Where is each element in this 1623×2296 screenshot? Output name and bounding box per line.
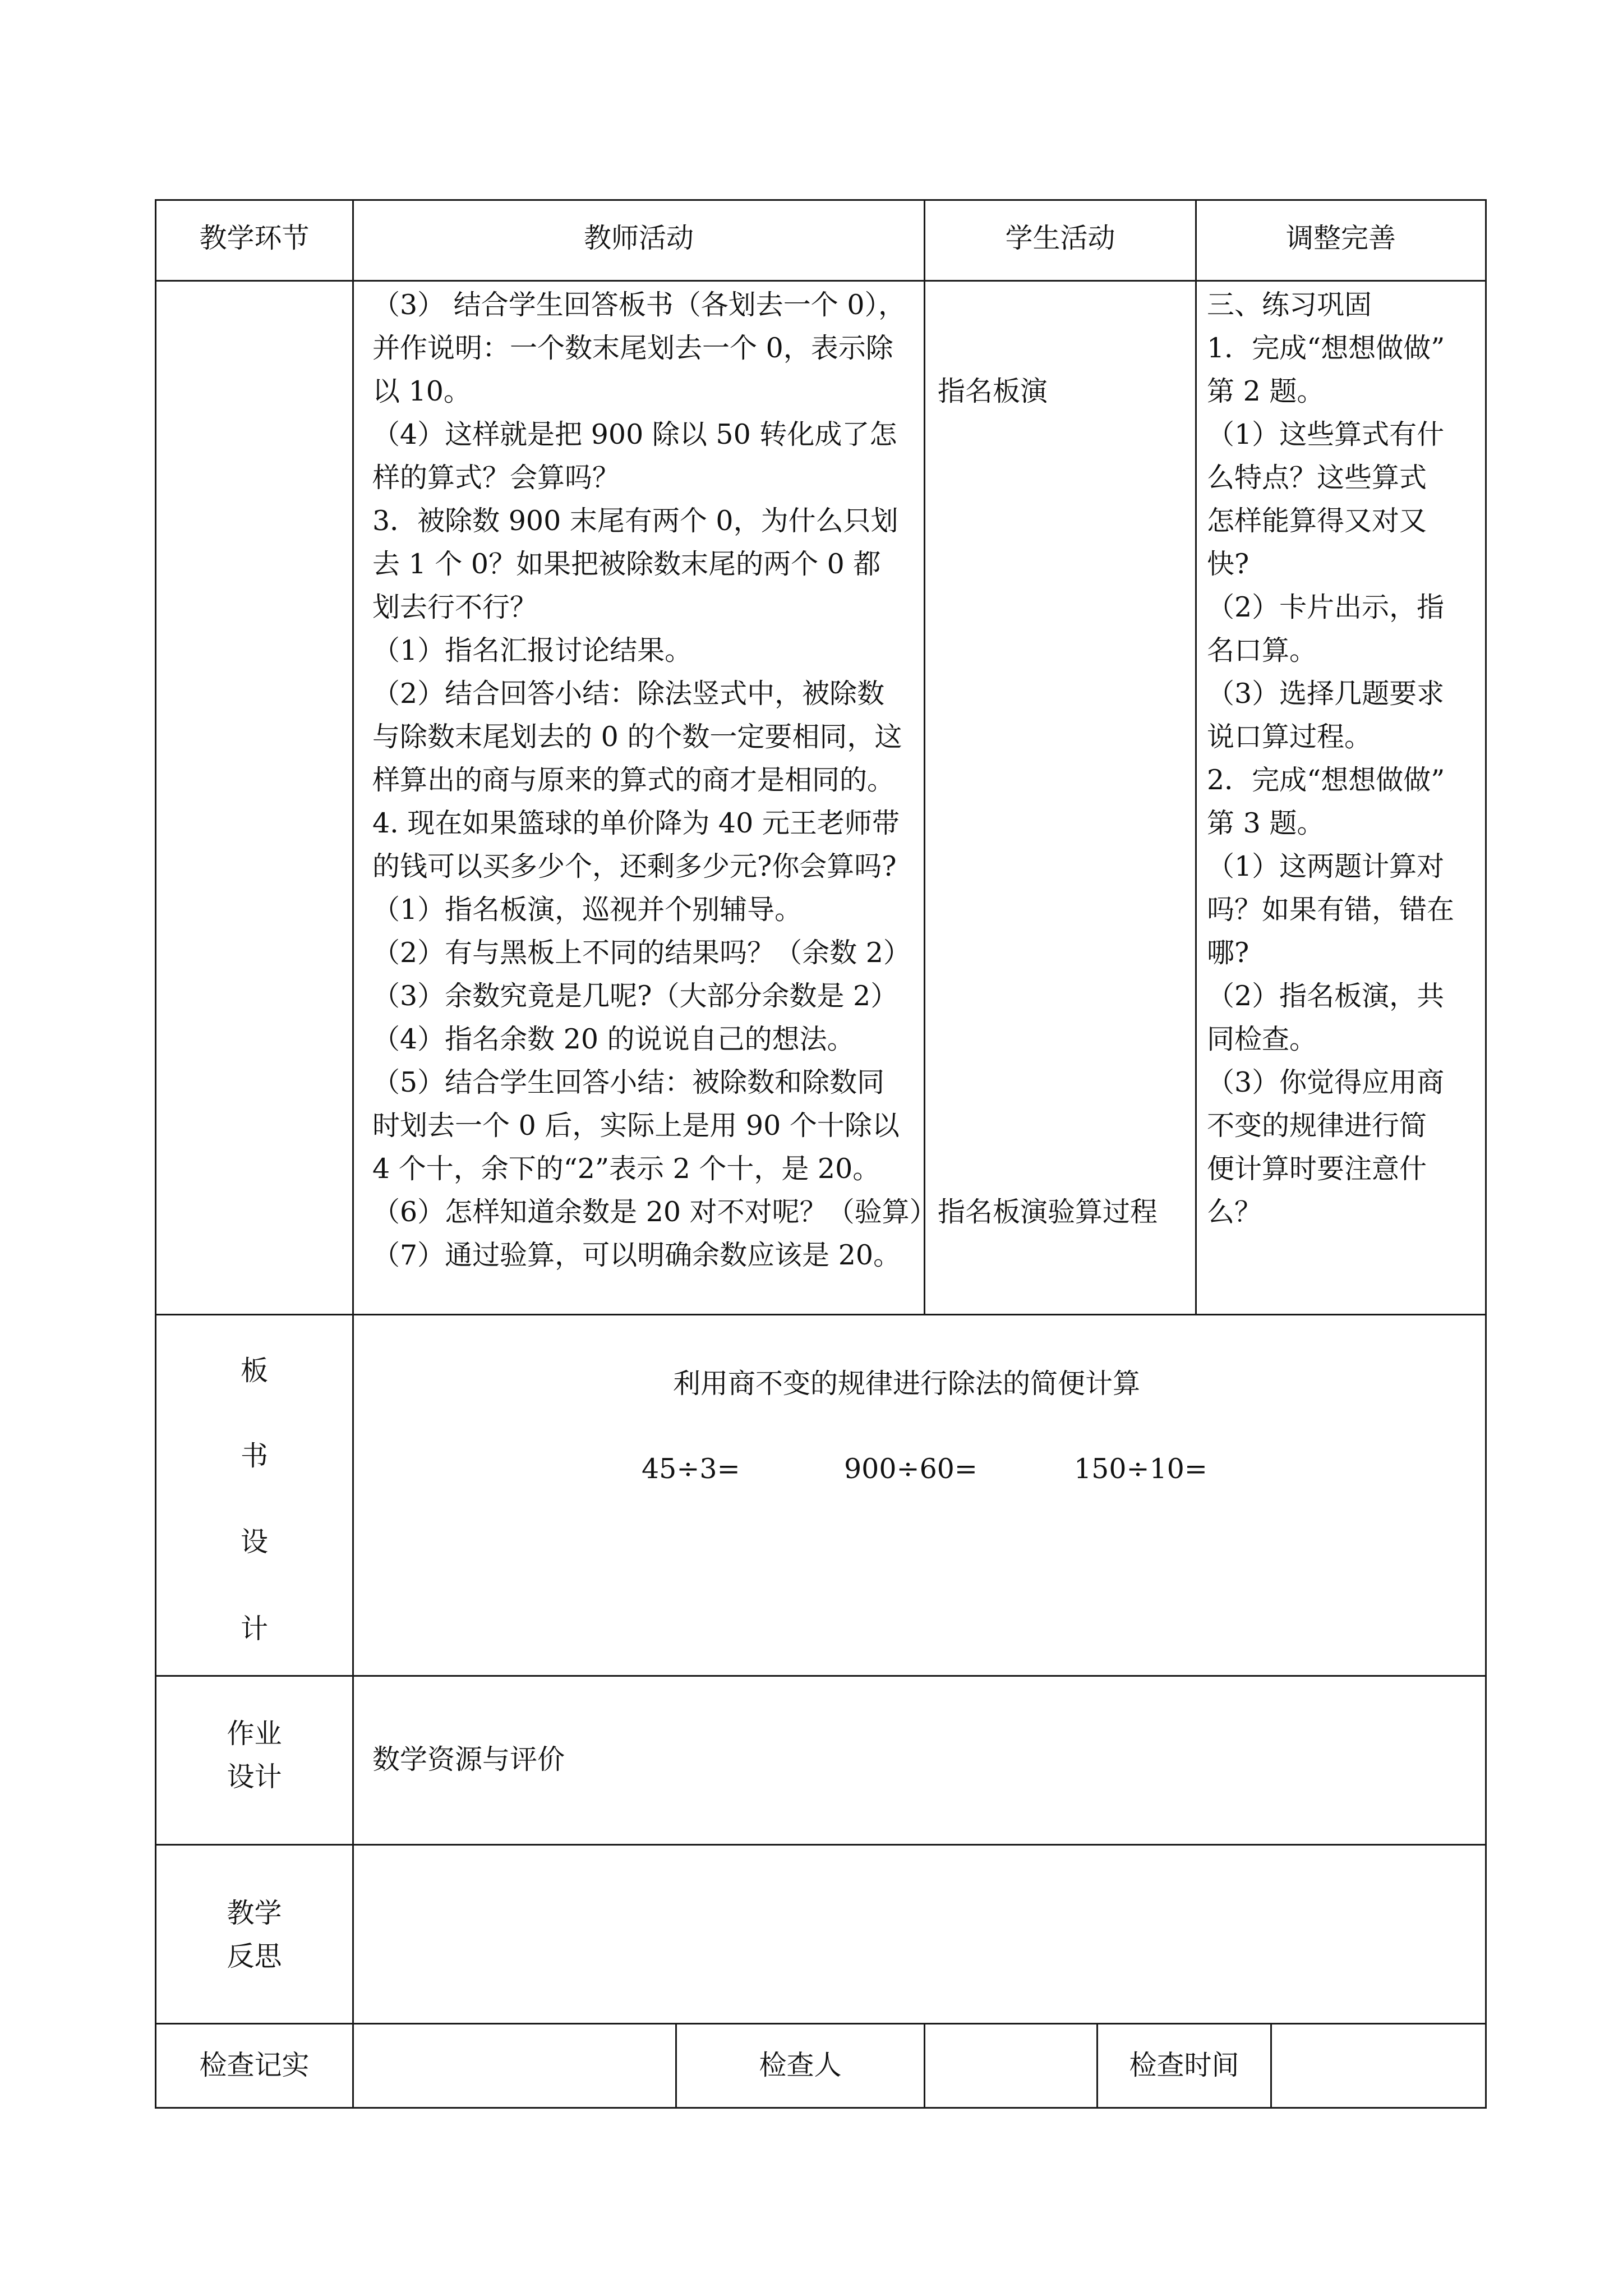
reflection-label: 教学 xyxy=(227,1897,282,1929)
reflection-label: 反思 xyxy=(227,1940,282,1972)
adjust-line: 快? xyxy=(1207,548,1249,580)
teacher-line: 样算出的商与原来的算式的商才是相同的。 xyxy=(372,764,895,796)
check-divider-4 xyxy=(1270,2023,1272,2109)
adjust-line: （2）卡片出示，指 xyxy=(1207,591,1445,623)
adjust-line: 么？ xyxy=(1207,1196,1262,1228)
board-row-divider xyxy=(155,1675,1487,1677)
teacher-line: 4. 现在如果篮球的单价降为 40 元王老师带 xyxy=(372,807,900,839)
teacher-line: （2）结合回答小结：除法竖式中，被除数 xyxy=(372,678,885,710)
table-border-left xyxy=(155,199,156,2109)
table-border-right xyxy=(1485,199,1487,2109)
teacher-line: 样的算式？会算吗？ xyxy=(372,462,620,494)
teacher-line: 划去行不行？ xyxy=(372,591,538,623)
board-expression-3: 150÷10= xyxy=(1074,1453,1207,1485)
check-record-label: 检查记实 xyxy=(199,2049,310,2081)
adjust-line: （1）这两题计算对 xyxy=(1207,850,1445,882)
adjust-line: 第 3 题。 xyxy=(1207,807,1325,839)
check-divider-2 xyxy=(924,2023,925,2109)
first-column-divider xyxy=(352,199,354,2109)
table-border-bottom xyxy=(155,2107,1487,2109)
adjust-line: 怎样能算得又对又 xyxy=(1207,505,1427,537)
adjust-line: 么特点？这些算式 xyxy=(1207,462,1427,494)
teacher-line: 4 个十，余下的“2”表示 2 个十，是 20。 xyxy=(372,1153,880,1185)
reflection-row-divider xyxy=(155,2023,1487,2024)
check-time-label: 检查时间 xyxy=(1129,2049,1239,2081)
adjust-line: （1）这些算式有什 xyxy=(1207,418,1445,450)
header-student-activity: 学生活动 xyxy=(1005,222,1115,254)
board-expression-2: 900÷60= xyxy=(844,1453,978,1485)
adjust-line: （3）你觉得应用商 xyxy=(1207,1066,1445,1098)
teacher-column-divider xyxy=(924,199,925,1315)
homework-content: 数学资源与评价 xyxy=(372,1743,565,1775)
homework-row-divider xyxy=(155,1844,1487,1846)
board-expression-1: 45÷3= xyxy=(642,1453,740,1485)
checker-label: 检查人 xyxy=(759,2049,842,2081)
header-row-divider xyxy=(155,280,1487,282)
student-activity-line: 指名板演 xyxy=(938,375,1048,407)
body-row-divider xyxy=(155,1314,1487,1315)
adjust-line: 三、练习巩固 xyxy=(1207,289,1372,321)
teacher-line: （1）指名汇报讨论结果。 xyxy=(372,634,693,666)
board-label-char: 计 xyxy=(240,1613,268,1645)
teacher-line: 与除数末尾划去的 0 的个数一定要相同，这 xyxy=(372,721,902,753)
header-adjustment: 调整完善 xyxy=(1285,222,1396,254)
teacher-line: （6）怎样知道余数是 20 对不对呢？（验算） xyxy=(372,1196,937,1228)
adjust-line: 同检查。 xyxy=(1207,1023,1317,1055)
teacher-line: 以 10。 xyxy=(372,375,471,407)
teacher-line: （2）有与黑板上不同的结果吗？（余数 2） xyxy=(372,937,911,969)
adjust-line: 第 2 题。 xyxy=(1207,375,1325,407)
teacher-line: 去 1 个 0？如果把被除数末尾的两个 0 都 xyxy=(372,548,881,580)
student-column-divider xyxy=(1195,199,1197,1315)
adjust-line: 1．完成“想想做做” xyxy=(1207,332,1445,364)
adjust-line: 便计算时要注意什 xyxy=(1207,1153,1427,1185)
adjust-line: 说口算过程。 xyxy=(1207,721,1372,753)
teacher-line: （3） 结合学生回答板书（各划去一个 0）， xyxy=(372,289,906,321)
adjust-line: 2．完成“想想做做” xyxy=(1207,764,1445,796)
teacher-line: （3）余数究竟是几呢?（大部分余数是 2） xyxy=(372,980,898,1012)
homework-label: 作业 xyxy=(227,1718,282,1750)
adjust-line: （3）选择几题要求 xyxy=(1207,678,1445,710)
teacher-line: 的钱可以买多少个，还剩多少元?你会算吗? xyxy=(372,850,897,882)
adjust-line: 哪? xyxy=(1207,937,1249,969)
teacher-line: 并作说明：一个数末尾划去一个 0，表示除 xyxy=(372,332,893,364)
adjust-line: 吗？如果有错，错在 xyxy=(1207,894,1455,926)
student-activity-line: 指名板演验算过程 xyxy=(938,1196,1158,1228)
table-border-top xyxy=(155,199,1487,201)
header-teaching-stage: 教学环节 xyxy=(199,222,310,254)
teacher-line: （4）指名余数 20 的说说自己的想法。 xyxy=(372,1023,855,1055)
board-label-char: 书 xyxy=(240,1440,268,1472)
header-teacher-activity: 教师活动 xyxy=(583,222,694,254)
adjust-line: 名口算。 xyxy=(1207,634,1317,666)
homework-label: 设计 xyxy=(227,1761,282,1793)
board-label-char: 板 xyxy=(240,1355,268,1387)
board-label-char: 设 xyxy=(240,1526,268,1558)
teacher-line: （5）结合学生回答小结：被除数和除数同 xyxy=(372,1066,885,1098)
board-title: 利用商不变的规律进行除法的简便计算 xyxy=(673,1368,1141,1400)
adjust-line: （2）指名板演，共 xyxy=(1207,980,1445,1012)
teacher-line: （4）这样就是把 900 除以 50 转化成了怎 xyxy=(372,418,897,450)
teacher-line: （1）指名板演，巡视并个别辅导。 xyxy=(372,894,803,926)
teacher-line: 时划去一个 0 后，实际上是用 90 个十除以 xyxy=(372,1110,900,1142)
teacher-line: 3．被除数 900 末尾有两个 0，为什么只划 xyxy=(372,505,898,537)
teacher-line: （7）通过验算，可以明确余数应该是 20。 xyxy=(372,1239,901,1271)
adjust-line: 不变的规律进行简 xyxy=(1207,1110,1427,1142)
